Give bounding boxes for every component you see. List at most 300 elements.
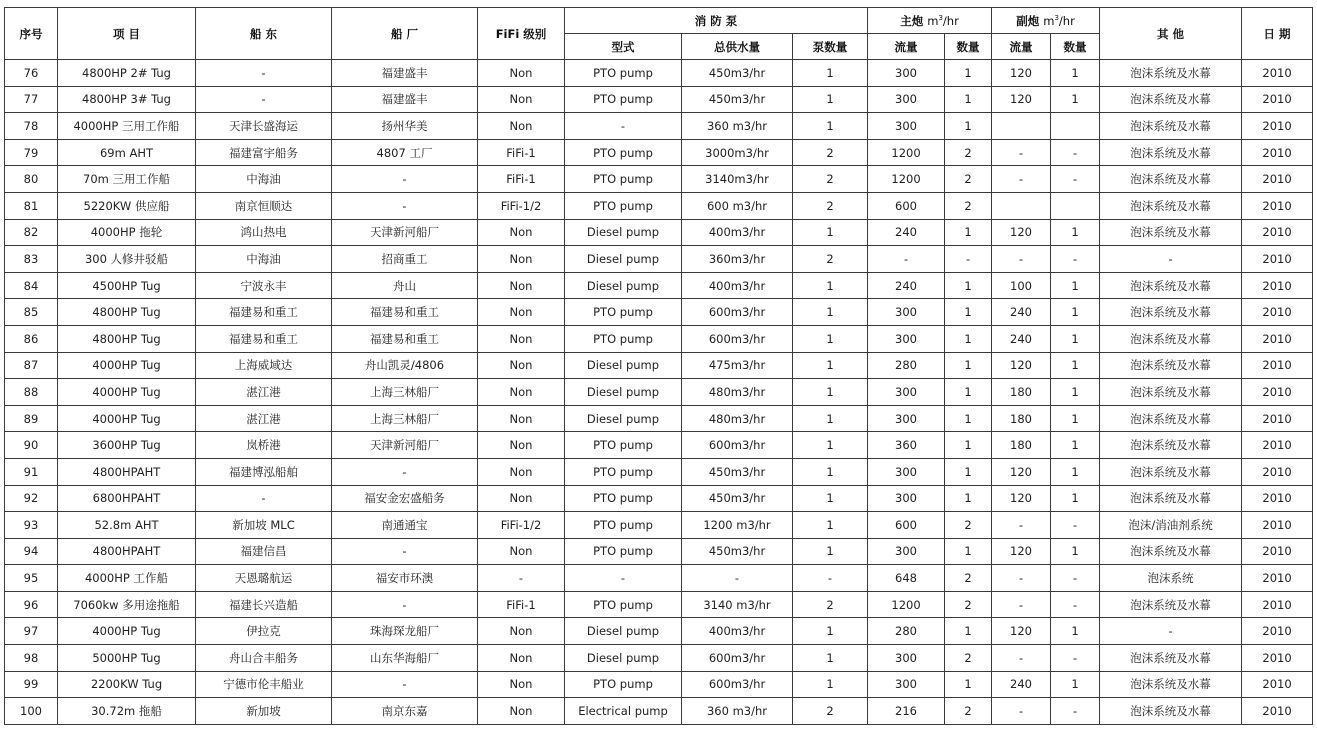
cell-pump-count: 2 — [793, 591, 868, 618]
cell-seq: 91 — [5, 458, 58, 485]
cell-pump-type: PTO pump — [565, 139, 682, 166]
cell-project: 5000HP Tug — [58, 645, 196, 672]
cell-pump-type: - — [565, 113, 682, 140]
cell-fifi: Non — [478, 645, 565, 672]
cell-pump-type: PTO pump — [565, 671, 682, 698]
cell-pump-total: 480m3/hr — [682, 379, 793, 406]
cell-aux-flow: 120 — [992, 60, 1051, 87]
cell-fifi: Non — [478, 458, 565, 485]
cell-date: 2010 — [1242, 698, 1313, 725]
cell-date: 2010 — [1242, 512, 1313, 539]
header-project: 项 目 — [58, 8, 196, 60]
cell-seq: 80 — [5, 166, 58, 193]
header-yard: 船 厂 — [332, 8, 478, 60]
cell-main-flow: 216 — [868, 698, 945, 725]
cell-pump-type: Diesel pump — [565, 645, 682, 672]
cell-pump-count: 1 — [793, 272, 868, 299]
table-row — [5, 192, 1313, 219]
header-pump-count: 泵数量 — [793, 34, 868, 60]
cell-main-flow: 300 — [868, 325, 945, 352]
cell-aux-qty: - — [1051, 166, 1100, 193]
cell-pump-count: 1 — [793, 432, 868, 459]
cell-main-flow: 1200 — [868, 139, 945, 166]
cell-seq: 84 — [5, 272, 58, 299]
table-row — [5, 645, 1313, 672]
cell-aux-flow: 240 — [992, 671, 1051, 698]
header-main-flow: 流量 — [868, 34, 945, 60]
cell-pump-type: PTO pump — [565, 325, 682, 352]
cell-owner: - — [196, 485, 332, 512]
cell-seq: 98 — [5, 645, 58, 672]
cell-other: - — [1100, 246, 1242, 273]
cell-pump-total: 3000m3/hr — [682, 139, 793, 166]
header-main-qty: 数量 — [945, 34, 992, 60]
cell-owner: 福建长兴造船 — [196, 591, 332, 618]
table-row — [5, 139, 1313, 166]
cell-main-qty: 1 — [945, 538, 992, 565]
cell-aux-qty: 1 — [1051, 671, 1100, 698]
cell-other: 泡沫系统 — [1100, 565, 1242, 592]
cell-seq: 100 — [5, 698, 58, 725]
cell-project: 4800HP Tug — [58, 325, 196, 352]
cell-other: 泡沫系统及水幕 — [1100, 352, 1242, 379]
cell-aux-flow: 120 — [992, 485, 1051, 512]
cell-main-qty: 2 — [945, 166, 992, 193]
cell-seq: 81 — [5, 192, 58, 219]
cell-pump-total: 450m3/hr — [682, 485, 793, 512]
cell-seq: 94 — [5, 538, 58, 565]
table-row — [5, 698, 1313, 725]
cell-pump-type: PTO pump — [565, 591, 682, 618]
cell-seq: 78 — [5, 113, 58, 140]
cell-seq: 88 — [5, 379, 58, 406]
cell-pump-total: 450m3/hr — [682, 538, 793, 565]
cell-yard: 上海三林船厂 — [332, 379, 478, 406]
cell-aux-flow: 100 — [992, 272, 1051, 299]
cell-yard: 舟山凯灵/4806 — [332, 352, 478, 379]
cell-main-flow: - — [868, 246, 945, 273]
cell-other: 泡沫系统及水幕 — [1100, 219, 1242, 246]
cell-aux-flow — [992, 113, 1051, 140]
cell-pump-total: 475m3/hr — [682, 352, 793, 379]
cell-pump-type: PTO pump — [565, 512, 682, 539]
cell-pump-type: Diesel pump — [565, 405, 682, 432]
cell-yard: 珠海琛龙船厂 — [332, 618, 478, 645]
cell-pump-type: Diesel pump — [565, 618, 682, 645]
cell-pump-total: 450m3/hr — [682, 458, 793, 485]
header-aux-gun — [992, 8, 1100, 34]
cell-date: 2010 — [1242, 325, 1313, 352]
cell-aux-qty: - — [1051, 246, 1100, 273]
cell-date: 2010 — [1242, 219, 1313, 246]
cell-aux-flow: 180 — [992, 432, 1051, 459]
cell-fifi: FiFi-1 — [478, 139, 565, 166]
cell-main-qty: 1 — [945, 432, 992, 459]
cell-owner: 天恩璐航运 — [196, 565, 332, 592]
cell-pump-count: 1 — [793, 645, 868, 672]
cell-yard: 天津新河船厂 — [332, 432, 478, 459]
cell-aux-flow: 240 — [992, 299, 1051, 326]
cell-aux-qty: 1 — [1051, 86, 1100, 113]
cell-yard: 舟山 — [332, 272, 478, 299]
header-aux-flow: 流量 — [992, 34, 1051, 60]
cell-date: 2010 — [1242, 591, 1313, 618]
cell-main-flow: 300 — [868, 60, 945, 87]
cell-yard: - — [332, 166, 478, 193]
cell-main-flow: 360 — [868, 432, 945, 459]
cell-project: 4000HP Tug — [58, 618, 196, 645]
table-row — [5, 565, 1313, 592]
cell-fifi: FiFi-1/2 — [478, 192, 565, 219]
header-fifi: FiFi 级别 — [478, 8, 565, 60]
cell-pump-total: 3140m3/hr — [682, 166, 793, 193]
cell-pump-type: PTO pump — [565, 192, 682, 219]
cell-aux-qty: 1 — [1051, 272, 1100, 299]
cell-date: 2010 — [1242, 139, 1313, 166]
cell-main-flow: 240 — [868, 272, 945, 299]
cell-main-qty: 1 — [945, 405, 992, 432]
cell-main-qty: 1 — [945, 299, 992, 326]
cell-fifi: Non — [478, 113, 565, 140]
cell-pump-count: 1 — [793, 86, 868, 113]
cell-pump-type: Electrical pump — [565, 698, 682, 725]
cell-project: 4000HP Tug — [58, 405, 196, 432]
cell-other: 泡沫系统及水幕 — [1100, 698, 1242, 725]
cell-pump-total: 600m3/hr — [682, 325, 793, 352]
cell-main-qty: 2 — [945, 591, 992, 618]
cell-seq: 85 — [5, 299, 58, 326]
cell-pump-count: 1 — [793, 352, 868, 379]
cell-yard: - — [332, 192, 478, 219]
cell-yard: 南通通宝 — [332, 512, 478, 539]
cell-pump-total: 400m3/hr — [682, 219, 793, 246]
cell-aux-qty — [1051, 192, 1100, 219]
cell-other: 泡沫系统及水幕 — [1100, 645, 1242, 672]
cell-other: 泡沫系统及水幕 — [1100, 166, 1242, 193]
cell-main-flow: 280 — [868, 352, 945, 379]
header-pump-total: 总供水量 — [682, 34, 793, 60]
cell-seq: 96 — [5, 591, 58, 618]
cell-aux-qty: - — [1051, 512, 1100, 539]
cell-date: 2010 — [1242, 458, 1313, 485]
cell-other: 泡沫系统及水幕 — [1100, 60, 1242, 87]
cell-pump-count: 1 — [793, 325, 868, 352]
cell-pump-type: PTO pump — [565, 485, 682, 512]
cell-aux-flow: - — [992, 139, 1051, 166]
cell-pump-count: 2 — [793, 698, 868, 725]
cell-aux-qty: 1 — [1051, 458, 1100, 485]
cell-pump-count: 2 — [793, 246, 868, 273]
cell-project: 2200KW Tug — [58, 671, 196, 698]
header-pump-group: 消 防 泵 — [565, 8, 868, 34]
cell-fifi: Non — [478, 86, 565, 113]
cell-yard: 福建盛丰 — [332, 86, 478, 113]
cell-fifi: Non — [478, 538, 565, 565]
cell-other: 泡沫系统及水幕 — [1100, 432, 1242, 459]
cell-fifi: FiFi-1 — [478, 166, 565, 193]
table-row — [5, 166, 1313, 193]
cell-owner: 福建博泓船舶 — [196, 458, 332, 485]
cell-project: 52.8m AHT — [58, 512, 196, 539]
cell-main-flow: 300 — [868, 458, 945, 485]
cell-main-qty: 2 — [945, 192, 992, 219]
cell-pump-total: 360 m3/hr — [682, 113, 793, 140]
cell-project: 4000HP 拖轮 — [58, 219, 196, 246]
cell-main-flow: 280 — [868, 618, 945, 645]
cell-aux-flow: 120 — [992, 219, 1051, 246]
cell-aux-flow: - — [992, 565, 1051, 592]
cell-owner: 天津长盛海运 — [196, 113, 332, 140]
cell-main-qty: 1 — [945, 325, 992, 352]
cell-main-flow: 600 — [868, 192, 945, 219]
cell-pump-type: Diesel pump — [565, 379, 682, 406]
cell-main-flow: 1200 — [868, 166, 945, 193]
cell-fifi: Non — [478, 671, 565, 698]
cell-date: 2010 — [1242, 432, 1313, 459]
cell-seq: 83 — [5, 246, 58, 273]
fire-pump-table — [4, 7, 1313, 725]
cell-aux-flow: - — [992, 246, 1051, 273]
cell-main-flow: 300 — [868, 405, 945, 432]
cell-aux-qty: - — [1051, 591, 1100, 618]
cell-aux-qty: 1 — [1051, 485, 1100, 512]
cell-date: 2010 — [1242, 352, 1313, 379]
cell-fifi: Non — [478, 60, 565, 87]
cell-aux-flow: - — [992, 166, 1051, 193]
cell-pump-total: 400m3/hr — [682, 272, 793, 299]
header-main-gun — [868, 8, 992, 34]
cell-project: 4800HPAHT — [58, 538, 196, 565]
cell-fifi: Non — [478, 379, 565, 406]
cell-aux-flow — [992, 192, 1051, 219]
cell-seq: 76 — [5, 60, 58, 87]
cell-main-qty: 1 — [945, 458, 992, 485]
cell-aux-qty: 1 — [1051, 299, 1100, 326]
cell-main-qty: 1 — [945, 219, 992, 246]
cell-fifi: Non — [478, 698, 565, 725]
cell-pump-type: Diesel pump — [565, 272, 682, 299]
cell-aux-qty: 1 — [1051, 432, 1100, 459]
cell-project: 300 人修井驳船 — [58, 246, 196, 273]
cell-main-qty: 1 — [945, 113, 992, 140]
header-pump-type: 型式 — [565, 34, 682, 60]
table-row — [5, 86, 1313, 113]
cell-aux-flow: - — [992, 645, 1051, 672]
cell-aux-flow: 180 — [992, 405, 1051, 432]
cell-pump-total: 450m3/hr — [682, 60, 793, 87]
cell-main-qty: 1 — [945, 485, 992, 512]
cell-main-flow: 300 — [868, 645, 945, 672]
table-row — [5, 458, 1313, 485]
cell-owner: 宁德市伦丰船业 — [196, 671, 332, 698]
cell-pump-type: PTO pump — [565, 538, 682, 565]
cell-main-qty: 2 — [945, 645, 992, 672]
cell-pump-type: PTO pump — [565, 458, 682, 485]
cell-yard: - — [332, 538, 478, 565]
cell-aux-qty: 1 — [1051, 219, 1100, 246]
cell-aux-qty: - — [1051, 565, 1100, 592]
cell-date: 2010 — [1242, 538, 1313, 565]
cell-aux-qty: 1 — [1051, 352, 1100, 379]
cell-date: 2010 — [1242, 618, 1313, 645]
cell-seq: 90 — [5, 432, 58, 459]
cell-owner: 伊拉克 — [196, 618, 332, 645]
cell-aux-flow: 180 — [992, 379, 1051, 406]
cell-aux-qty: - — [1051, 645, 1100, 672]
cell-pump-type: Diesel pump — [565, 246, 682, 273]
cell-owner: 上海威域达 — [196, 352, 332, 379]
cell-project: 3600HP Tug — [58, 432, 196, 459]
aux-gun-unit: $m^3/hr$ — [1043, 13, 1075, 28]
cell-pump-total: 400m3/hr — [682, 618, 793, 645]
cell-pump-count: 1 — [793, 671, 868, 698]
cell-pump-total: 480m3/hr — [682, 405, 793, 432]
cell-pump-type: PTO pump — [565, 299, 682, 326]
cell-other: 泡沫系统及水幕 — [1100, 139, 1242, 166]
cell-other: 泡沫系统及水幕 — [1100, 458, 1242, 485]
cell-yard: 福建盛丰 — [332, 60, 478, 87]
cell-fifi: Non — [478, 485, 565, 512]
cell-pump-count: 1 — [793, 512, 868, 539]
cell-main-qty: 2 — [945, 139, 992, 166]
cell-pump-count: 1 — [793, 458, 868, 485]
cell-aux-qty — [1051, 113, 1100, 140]
cell-owner: 新加坡 MLC — [196, 512, 332, 539]
cell-pump-count: 1 — [793, 219, 868, 246]
cell-date: 2010 — [1242, 113, 1313, 140]
cell-pump-total: 600m3/hr — [682, 432, 793, 459]
cell-main-flow: 300 — [868, 113, 945, 140]
cell-pump-type: PTO pump — [565, 86, 682, 113]
cell-other: 泡沫系统及水幕 — [1100, 86, 1242, 113]
cell-main-flow: 300 — [868, 485, 945, 512]
cell-seq: 92 — [5, 485, 58, 512]
cell-project: 4000HP Tug — [58, 352, 196, 379]
table-row — [5, 219, 1313, 246]
cell-date: 2010 — [1242, 272, 1313, 299]
cell-owner: 中海油 — [196, 246, 332, 273]
cell-fifi: Non — [478, 405, 565, 432]
cell-owner: 中海油 — [196, 166, 332, 193]
cell-date: 2010 — [1242, 60, 1313, 87]
cell-seq: 79 — [5, 139, 58, 166]
header-other: 其 他 — [1100, 8, 1242, 60]
cell-yard: 扬州华美 — [332, 113, 478, 140]
cell-yard: - — [332, 671, 478, 698]
cell-pump-count: - — [793, 565, 868, 592]
cell-seq: 87 — [5, 352, 58, 379]
cell-main-flow: 1200 — [868, 591, 945, 618]
cell-pump-total: - — [682, 565, 793, 592]
cell-other: 泡沫系统及水幕 — [1100, 272, 1242, 299]
cell-date: 2010 — [1242, 379, 1313, 406]
cell-fifi: Non — [478, 618, 565, 645]
cell-seq: 89 — [5, 405, 58, 432]
cell-pump-count: 1 — [793, 379, 868, 406]
cell-yard: 福建易和重工 — [332, 325, 478, 352]
cell-fifi: - — [478, 565, 565, 592]
cell-aux-qty: 1 — [1051, 618, 1100, 645]
cell-other: 泡沫系统及水幕 — [1100, 591, 1242, 618]
cell-pump-count: 1 — [793, 538, 868, 565]
cell-pump-total: 3140 m3/hr — [682, 591, 793, 618]
cell-yard: 天津新河船厂 — [332, 219, 478, 246]
cell-pump-type: Diesel pump — [565, 219, 682, 246]
cell-pump-type: PTO pump — [565, 432, 682, 459]
cell-pump-count: 1 — [793, 618, 868, 645]
cell-pump-type: - — [565, 565, 682, 592]
cell-pump-count: 1 — [793, 299, 868, 326]
cell-main-flow: 300 — [868, 299, 945, 326]
cell-project: 4500HP Tug — [58, 272, 196, 299]
cell-project: 5220KW 供应船 — [58, 192, 196, 219]
cell-yard: - — [332, 458, 478, 485]
cell-aux-flow: - — [992, 591, 1051, 618]
cell-fifi: Non — [478, 299, 565, 326]
table-row — [5, 299, 1313, 326]
cell-yard: 福安金宏盛船务 — [332, 485, 478, 512]
cell-seq: 86 — [5, 325, 58, 352]
cell-pump-total: 360m3/hr — [682, 246, 793, 273]
cell-date: 2010 — [1242, 299, 1313, 326]
cell-aux-qty: 1 — [1051, 405, 1100, 432]
table-row — [5, 591, 1313, 618]
cell-owner: 新加坡 — [196, 698, 332, 725]
cell-seq: 97 — [5, 618, 58, 645]
cell-seq: 93 — [5, 512, 58, 539]
cell-yard: 南京东嘉 — [332, 698, 478, 725]
main-gun-label: 主炮 — [900, 13, 924, 28]
cell-main-flow: 300 — [868, 86, 945, 113]
cell-owner: 岚桥港 — [196, 432, 332, 459]
cell-other: 泡沫系统及水幕 — [1100, 379, 1242, 406]
cell-aux-flow: 240 — [992, 325, 1051, 352]
cell-date: 2010 — [1242, 645, 1313, 672]
cell-aux-qty: - — [1051, 698, 1100, 725]
cell-other: 泡沫系统及水幕 — [1100, 299, 1242, 326]
cell-pump-total: 450m3/hr — [682, 86, 793, 113]
cell-aux-flow: - — [992, 698, 1051, 725]
cell-pump-count: 2 — [793, 166, 868, 193]
cell-date: 2010 — [1242, 166, 1313, 193]
cell-fifi: Non — [478, 272, 565, 299]
cell-project: 6800HPAHT — [58, 485, 196, 512]
cell-other: 泡沫系统及水幕 — [1100, 485, 1242, 512]
cell-other: 泡沫系统及水幕 — [1100, 192, 1242, 219]
table-body — [5, 60, 1313, 725]
cell-date: 2010 — [1242, 86, 1313, 113]
table-row — [5, 352, 1313, 379]
cell-main-qty: 1 — [945, 618, 992, 645]
cell-project: 4000HP 工作船 — [58, 565, 196, 592]
cell-other: 泡沫系统及水幕 — [1100, 325, 1242, 352]
cell-other: 泡沫/消油剂系统 — [1100, 512, 1242, 539]
cell-date: 2010 — [1242, 485, 1313, 512]
cell-owner: 鸿山热电 — [196, 219, 332, 246]
table-row — [5, 379, 1313, 406]
cell-owner: 福建易和重工 — [196, 325, 332, 352]
table-row — [5, 60, 1313, 87]
cell-date: 2010 — [1242, 246, 1313, 273]
cell-main-qty: 2 — [945, 565, 992, 592]
cell-pump-total: 600 m3/hr — [682, 192, 793, 219]
header-date: 日 期 — [1242, 8, 1313, 60]
cell-pump-total: 1200 m3/hr — [682, 512, 793, 539]
cell-main-flow: 648 — [868, 565, 945, 592]
table-row — [5, 512, 1313, 539]
cell-other: 泡沫系统及水幕 — [1100, 405, 1242, 432]
cell-seq: 82 — [5, 219, 58, 246]
